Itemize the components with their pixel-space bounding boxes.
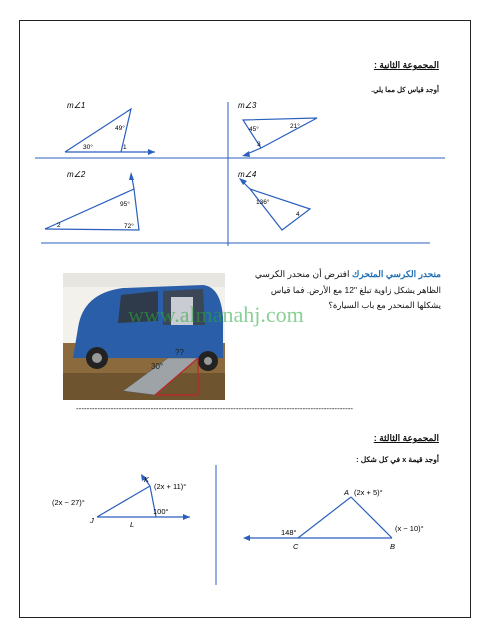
- fig2-arrowhead-left: [243, 535, 250, 541]
- arrowhead-1: [148, 149, 155, 155]
- fig1-angle: 100°: [153, 507, 169, 516]
- group3-instruction: أوجد قيمة x في كل شكل :: [356, 455, 439, 464]
- angle-2: 2: [57, 222, 61, 229]
- ramp-text-line1: [255, 269, 441, 280]
- dashed-divider: --------------------------------------------------------------------------------------------------------: [76, 404, 354, 413]
- fig2-segment-ab: [351, 497, 392, 538]
- angle-95: 95°: [120, 201, 130, 208]
- ramp-line3: يشكلها المنحدر مع باب السيارة؟: [328, 300, 441, 310]
- fig2-c-expr: 148°: [281, 528, 297, 537]
- angle-72: 72°: [124, 223, 134, 230]
- fig1-arrowhead-right: [183, 514, 190, 520]
- van-ramp-photo: [63, 273, 225, 400]
- fig2-a: A: [344, 488, 350, 497]
- ramp-line1: افترض أن منحدر الكرسي: [254, 269, 350, 279]
- triangle-4: [250, 189, 310, 230]
- angle-45: 45°: [249, 126, 259, 133]
- fig1-j: J: [90, 516, 94, 525]
- fig1-top-expr: (2x + 11)°: [154, 482, 187, 491]
- group2-figures: [35, 96, 455, 246]
- group2-heading: المجموعة الثانية :: [373, 60, 439, 70]
- problem-label-m2: m∠2: [67, 170, 86, 179]
- arrowhead-3: [242, 151, 250, 157]
- ramp-title: منحدر الكرسي المتحرك: [352, 269, 441, 279]
- problem-label-m3: m∠3: [238, 101, 257, 110]
- ramp-line2: الظاهر يشكل زاوية تبلغ "12 مع الأرض. فما قياس: [270, 285, 441, 295]
- angle-4: 4: [296, 211, 300, 218]
- group3-figures: [40, 465, 460, 590]
- triangle-3: [243, 118, 317, 148]
- fig2-c: C: [293, 542, 299, 551]
- angle-30: 30°: [83, 144, 93, 151]
- fig2-a-expr: (2x + 5)°: [354, 488, 383, 497]
- fig2-b: B: [390, 542, 396, 551]
- fig1-left-expr: (2x − 27)°: [52, 498, 85, 507]
- angle-3: 3: [257, 141, 261, 148]
- group3-heading: المجموعة الثالثة :: [373, 433, 439, 443]
- ramp-angle-label: 30°: [151, 362, 164, 371]
- fig2-segment-ca: [298, 497, 351, 538]
- fig1-k: K: [144, 475, 150, 484]
- ramp-unknown-label: ??: [175, 348, 184, 357]
- fig2-b-expr: (x − 10)°: [395, 524, 424, 533]
- angle-136: 136°: [256, 199, 270, 206]
- angle-1: 1: [123, 144, 127, 151]
- angle-49: 49°: [115, 125, 125, 132]
- group2-instruction: أوجد قياس كل مما يلي.: [371, 87, 439, 94]
- watermark: www.almanahj.com: [128, 302, 304, 327]
- arrowhead-4: [239, 178, 247, 185]
- fig1-segment-jk: [97, 486, 150, 517]
- fig1-l: L: [130, 520, 135, 529]
- angle-21: 21°: [290, 123, 300, 130]
- problem-label-m1: m∠1: [67, 101, 86, 110]
- arrowhead-2: [129, 172, 134, 180]
- problem-label-m4: m∠4: [238, 170, 257, 179]
